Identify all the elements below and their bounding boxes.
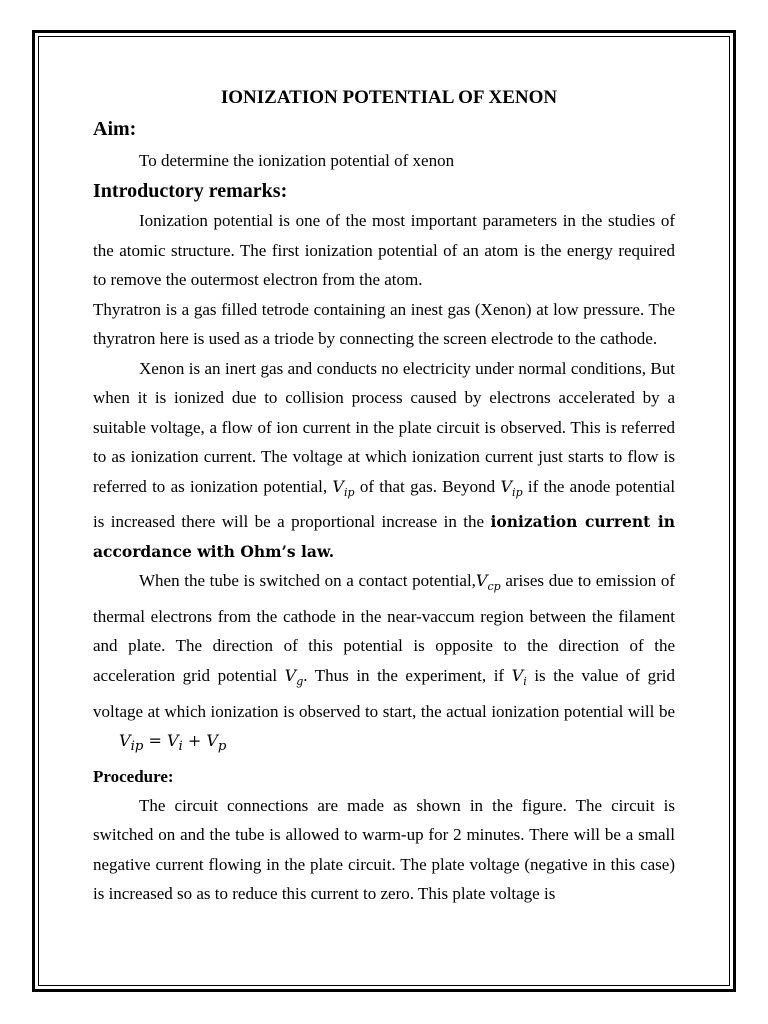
contact-text-2: arises due to emission of thermal electrons from the cathode in the near-vaccum region between the filament and plate. The direction of this potential is opposite to the direction of the acceleration grid potential (93, 571, 676, 685)
symbol-v-ip: $V_{ip}$ (332, 476, 355, 499)
intro-heading: Introductory remarks: (93, 180, 288, 202)
symbol-v-g: $V_g$ (284, 665, 304, 689)
aim-text: To determine the ionization potential of xenon (139, 151, 455, 170)
procedure-heading: Procedure: (93, 766, 174, 786)
symbol-v-cp: $V_{cp}$ (475, 571, 501, 594)
ohms-law-phrase: ionization current in accordance with Ohm’s law. (93, 512, 676, 561)
paragraph-contact-potential (93, 566, 675, 762)
paragraph-xenon (93, 354, 675, 567)
symbol-v-i: $V_i$ (511, 665, 527, 689)
document-title: IONIZATION POTENTIAL OF XENON (220, 87, 558, 108)
paragraph-procedure: The circuit connections are made as shown in the figure. The circuit is switched on and the tube is allowed to warm-up for 2 minutes. There will be a small negative current flowing in the plate circuit. The plate voltage (negative in this case) is increased so as to reduce this current to zero. This plate voltage is (93, 795, 675, 904)
contact-text-3: . Thus in the experiment, if (303, 665, 505, 685)
contact-text-1: When the tube is switched on a contact potential, (139, 571, 476, 591)
paragraph-xenon-text-2: of that gas. Beyond (359, 476, 496, 496)
ionization-equation: $V_{ip} = V_i + V_p$ (119, 731, 227, 755)
paragraph-xenon-text-1: Xenon is an inert gas and conducts no electricity under normal conditions, But when it is ionized due to collision process caused by electrons accelerated by a suitable voltage, a flow of ion current in the plate circuit is observed. This is referred to as ionization current. The voltage at which ionization current just starts to flow is referred to as ionization potential, (93, 358, 675, 496)
contact-text-4: is the value of grid voltage at which ionization is observed to start, the actual ionization potential will be (93, 665, 676, 721)
paragraph-ionization-potential: Ionization potential is one of the most important parameters in the studies of the atomic structure. The first ionization potential of an atom is the energy required to remove the outermost electron from the atom. (93, 211, 675, 289)
document-page (93, 84, 675, 909)
symbol-v-ip: $V_{ip}$ (500, 476, 523, 499)
paragraph-xenon-text-3: if the anode potential is increased there will be a proportional increase in the (93, 476, 676, 532)
aim-heading: Aim: (93, 118, 137, 140)
paragraph-thyratron: Thyratron is a gas filled tetrode containing an inest gas (Xenon) at low pressure. The thyratron here is used as a triode by connecting the screen electrode to the cathode. (93, 299, 675, 348)
